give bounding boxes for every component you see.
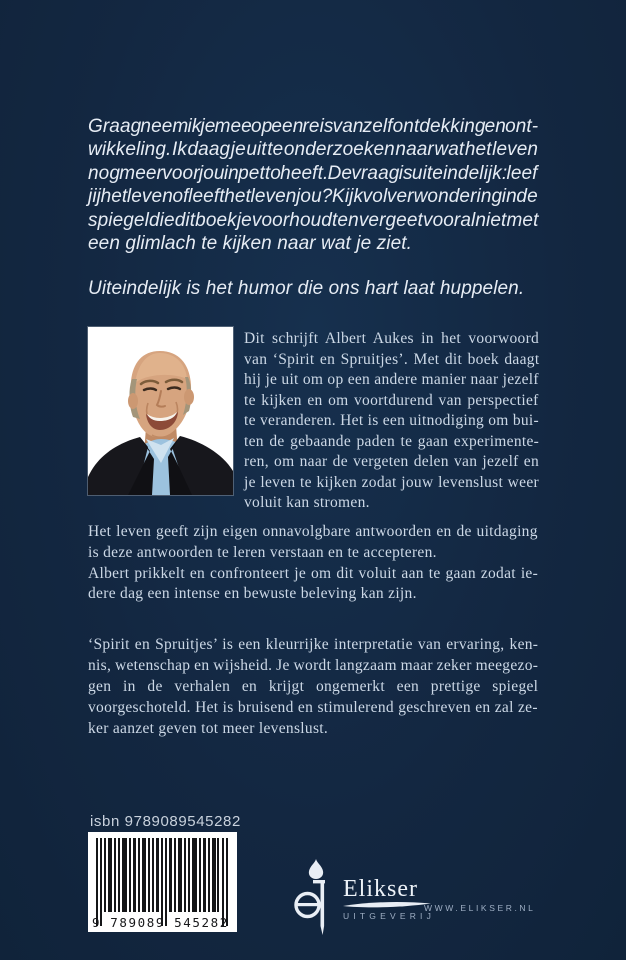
foreword-paragraph xyxy=(244,327,539,514)
text-line: je leven te kijken zodat jouw levenslust weer xyxy=(244,473,539,491)
quote-closing-text: Uiteindelijk is het humor die ons hart laat huppelen. xyxy=(88,278,525,299)
text-line: dere dag een intense en bewuste beleving kan zijn. xyxy=(88,585,417,603)
text-line: Het leven geeft zijn eigen onnavolgbare antwoorden en de uitdaging xyxy=(88,523,538,540)
text-line: ‘Spirit en Spruitjes’ is een kleurrijke interpretatie van ervaring, ken- xyxy=(88,636,539,653)
text-line: te kijken en om voortdurend van perspectief xyxy=(244,391,539,409)
text-line: ren, om naar de vergeten delen van jezelf en xyxy=(244,453,540,470)
text-line: is deze antwoorden te leren verstaan en te accepteren. xyxy=(88,543,437,561)
intro-quote-paragraph xyxy=(88,115,538,255)
text-line: voluit kan stromen. xyxy=(244,494,370,511)
quote-closing-line xyxy=(88,278,538,300)
text-line: hij je uit om op een andere manier naar jezelf xyxy=(244,371,539,388)
text-line: te veranderen. Het is een uitnodiging om bui- xyxy=(244,412,540,429)
text-line: nog meer voor jou in petto heeft. De vraag is uiteindelijk: leef xyxy=(88,162,538,184)
barcode-number: 9 789089 545282 xyxy=(92,915,229,930)
underline-flourish-icon xyxy=(343,901,431,909)
publisher-type-label: UITGEVERIJ xyxy=(343,911,436,921)
text-line: voorgeschoteld. Het is bruisend en stimulerend geschreven en zal ze- xyxy=(88,699,538,716)
life-paragraph xyxy=(88,522,538,605)
isbn-label: isbn 9789089545282 xyxy=(90,813,241,830)
publisher-name: Elikser xyxy=(343,876,418,902)
text-line: van ‘Spirit en Spruitjes’. Met dit boek daagt xyxy=(244,350,540,368)
text-line: gen in de verhalen en krijgt ongemerkt een prettige spiegel xyxy=(88,678,539,695)
publisher-website: WWW.ELIKSER.NL xyxy=(424,903,536,913)
text-line: Dit schrijft Albert Aukes in het voorwoord xyxy=(244,330,540,347)
text-line: ten de gebaande paden te gaan experimente- xyxy=(244,432,540,450)
author-portrait-photo xyxy=(88,327,233,495)
review-paragraph xyxy=(88,634,538,739)
text-line: ker aanzet geven tot meer levenslust. xyxy=(88,720,329,737)
text-line: een glimlach te kijken naar wat je ziet. xyxy=(88,233,412,255)
isbn-barcode xyxy=(88,832,237,932)
text-line: Albert prikkelt en confronteert je om dit voluit aan te gaan zodat ie- xyxy=(88,564,539,582)
text-line: nis, wetenschap en wijsheid. Je wordt langzaam maar zeker meegezo- xyxy=(88,657,539,674)
text-line: Graag neem ik je mee op een reis van zelfontdekking en ont- xyxy=(88,116,539,137)
alembic-flask-e-icon xyxy=(294,858,336,936)
text-line: jij het leven of leeft het leven jou? Kijk vol verwondering in de xyxy=(88,186,538,208)
author-section xyxy=(88,327,538,514)
publisher-text-block xyxy=(343,858,435,921)
text-line: wikkeling. Ik daag je uit te onderzoeken naar wat het leven xyxy=(88,139,539,161)
text-line: spiegel die dit boek je voorhoudt en vergeet vooral niet met xyxy=(88,209,539,231)
author-photo xyxy=(88,327,233,495)
publisher-logo xyxy=(294,858,435,936)
